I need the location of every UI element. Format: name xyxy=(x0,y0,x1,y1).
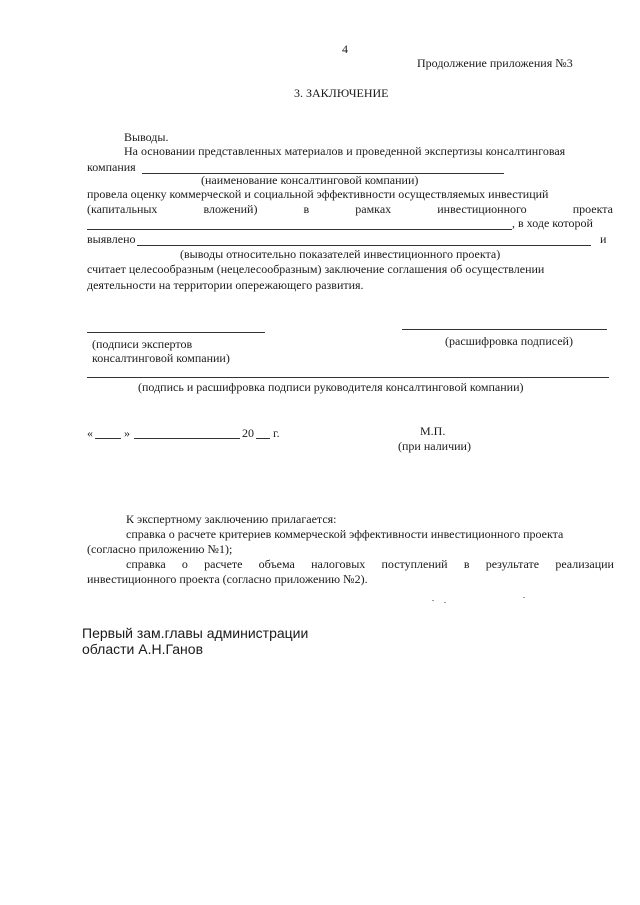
decoding-signature-line xyxy=(402,329,607,330)
experts-caption-2: консалтинговой компании) xyxy=(92,351,230,365)
experts-signature-line xyxy=(87,332,265,333)
scan-speck xyxy=(523,597,525,598)
considers-line: считает целесообразным (нецелесообразным) заключение соглашения об осуществлении xyxy=(87,262,545,276)
company-label: компания xyxy=(87,160,136,174)
word: проекта xyxy=(572,202,613,216)
capital-investments-line xyxy=(87,202,613,216)
date-open-quote: « xyxy=(87,426,93,440)
signatory-line-2: области А.Н.Ганов xyxy=(82,641,204,657)
word: (капитальных xyxy=(87,202,158,216)
activity-line: деятельности на территории опережающего развития. xyxy=(87,278,364,292)
company-caption: (наименование консалтинговой компании) xyxy=(201,173,419,187)
word: в xyxy=(463,557,470,571)
scan-speck xyxy=(444,602,446,603)
page-number: 4 xyxy=(342,42,348,56)
word: расчете xyxy=(204,557,243,571)
year-prefix: 20 xyxy=(242,426,254,440)
experts-caption-1: (подписи экспертов xyxy=(92,337,193,351)
word: рамках xyxy=(355,202,392,216)
signatory-line-1: Первый зам.главы администрации xyxy=(82,625,309,641)
project-name-line xyxy=(87,229,512,230)
stamp-note: (при наличии) xyxy=(398,439,471,453)
appendix-note: Продолжение приложения №3 xyxy=(417,56,573,70)
revealed-and: и xyxy=(600,232,607,246)
conducted-line: провела оценку коммерческой и социальной эффективности осуществляемых инвестиций xyxy=(87,187,549,201)
attachment-item-2-line-1 xyxy=(126,557,614,571)
word: о xyxy=(181,557,188,571)
word: в xyxy=(303,202,310,216)
section-title: 3. ЗАКЛЮЧЕНИЕ xyxy=(294,86,389,100)
word: поступлений xyxy=(381,557,448,571)
word: инвестиционного xyxy=(437,202,527,216)
day-line xyxy=(95,438,121,439)
word: результате xyxy=(485,557,540,571)
word: вложений) xyxy=(203,202,258,216)
attachment-item-1-line-2: (согласно приложению №1); xyxy=(87,542,233,556)
month-line xyxy=(134,438,240,439)
attachment-item-1-line-1: справка о расчете критериев коммерческой эффективности инвестиционного проекта xyxy=(126,527,564,541)
decoding-caption: (расшифровка подписей) xyxy=(445,334,573,348)
attachment-item-2-line-2: инвестиционного проекта (согласно приложению №2). xyxy=(87,572,368,586)
revealed-caption: (выводы относительно показателей инвестиционного проекта) xyxy=(180,247,501,261)
during-which: , в ходе которой xyxy=(512,216,593,230)
stamp-label: М.П. xyxy=(420,424,446,438)
revealed-label: выявлено xyxy=(87,232,136,246)
scan-speck xyxy=(432,600,434,601)
year-line xyxy=(256,438,270,439)
conclusions-intro: На основании представленных материалов и проведенной экспертизы консалтинговая xyxy=(124,144,566,158)
head-caption: (подпись и расшифровка подписи руководителя консалтинговой компании) xyxy=(138,380,524,394)
year-suffix: г. xyxy=(273,426,280,440)
conclusions-heading: Выводы. xyxy=(124,130,169,144)
revealed-line xyxy=(137,245,591,246)
attachments-intro: К экспертному заключению прилагается: xyxy=(126,512,337,526)
word: реализации xyxy=(555,557,614,571)
word: объема xyxy=(258,557,295,571)
date-close-quote: » xyxy=(124,426,130,440)
head-signature-line xyxy=(87,377,609,378)
word: справка xyxy=(126,557,166,571)
word: налоговых xyxy=(311,557,366,571)
